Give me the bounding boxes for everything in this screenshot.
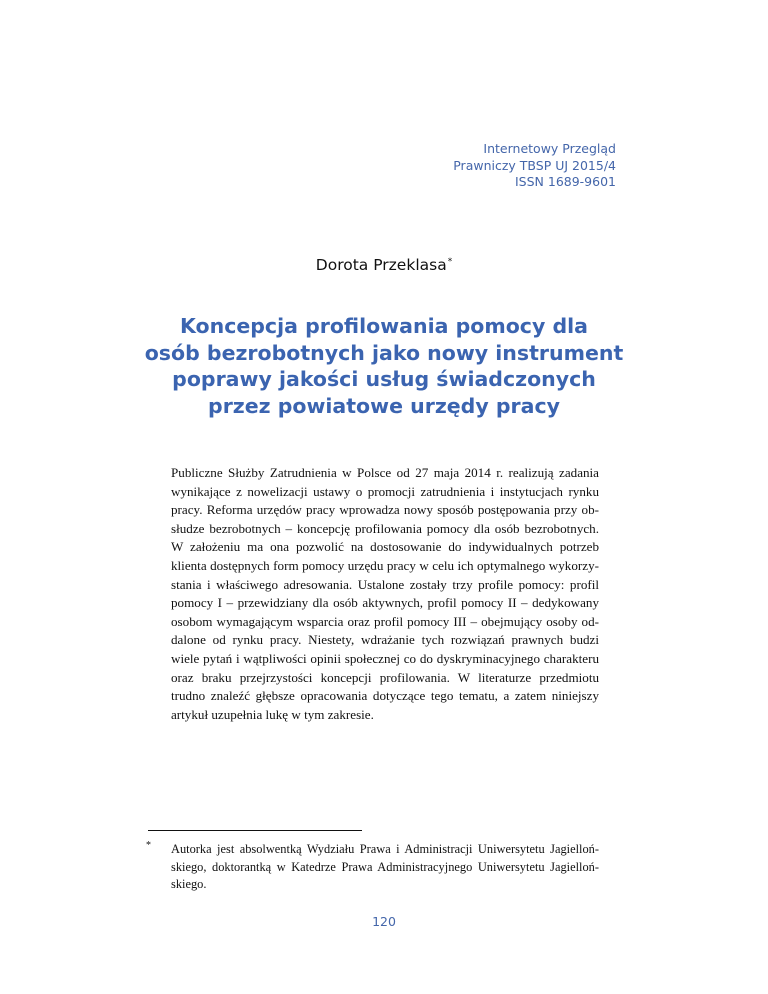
abstract-line: oraz braku przejrzystości koncepcji profilowania. W literaturze przedmiotu [171,669,599,685]
author-footnote-marker: * [447,256,453,267]
abstract-line: pomocy I – przewidziany dla osób aktywnych, profil pomocy II – dedykowany [171,595,599,611]
footnote-line: skiego, doktorantką w Katedrze Prawa Administracyjnego Uniwersytetu Jagielloń- [171,859,599,874]
title-line: Koncepcja profilowania pomocy dla [179,314,588,338]
journal-name-line1: Internetowy Przegląd [483,141,616,156]
abstract [171,464,599,724]
abstract-line: dalone od rynku pracy. Niestety, wdrażanie tych rozwiązań prawnych budzi [171,632,599,648]
abstract-line: wiele pytań i wątpliwości opinii społecznej co do dyskryminacyjnego charakteru [171,650,599,666]
abstract-line: wynikające z nowelizacji ustawy o promocji zatrudnienia i instytucjach rynku [171,483,599,499]
footnote-text [171,841,599,894]
journal-issn: ISSN 1689-9601 [514,174,616,189]
article-title [110,313,658,419]
abstract-line: klienta dostępnych form pomocy urzędu pracy w celu ich optymalnego wykorzy- [171,557,599,573]
author-name: Dorota Przeklasa [315,256,447,274]
footnote-line: skiego. [171,877,207,891]
journal-header [316,141,616,191]
journal-name-line2: Prawniczy TBSP UJ 2015/4 [453,157,616,173]
abstract-line: stania i właściwego adresowania. Ustalone zostały trzy profile pomocy: profil [171,576,599,592]
abstract-line: artykuł uzupełnia lukę w tym zakresie. [171,706,374,722]
abstract-line: osobom wymagającym wsparcia oraz profil pomocy III – obejmujący osoby od- [171,613,599,629]
page-number: 120 [372,914,396,929]
footnote-marker: * [146,840,151,851]
abstract-line: pracy. Reforma urzędów pracy wprowadza nowy sposób postępowania przy ob- [171,502,599,518]
title-line: osób bezrobotnych jako nowy instrument [144,340,624,365]
abstract-line: W założeniu ma ona pozwolić na dostosowanie do indywidualnych potrzeb [171,539,599,555]
title-line: poprawy jakości usług świadczonych [172,367,596,391]
author-line [0,256,768,274]
abstract-line: trudno znaleźć głębsze opracowania dotyczące tego tematu, a zatem niniejszy [171,688,599,704]
footnote-separator [148,830,362,831]
abstract-line: słudze bezrobotnych – koncepcję profilowania pomocy dla osób bezrobotnych. [171,520,599,536]
title-line: przez powiatowe urzędy pracy [208,393,560,418]
footnote-line: Autorka jest absolwentką Wydziału Prawa i Administracji Uniwersytetu Jagielloń- [171,842,599,856]
abstract-line: Publiczne Służby Zatrudnienia w Polsce od 27 maja 2014 r. realizują zadania [171,465,599,480]
